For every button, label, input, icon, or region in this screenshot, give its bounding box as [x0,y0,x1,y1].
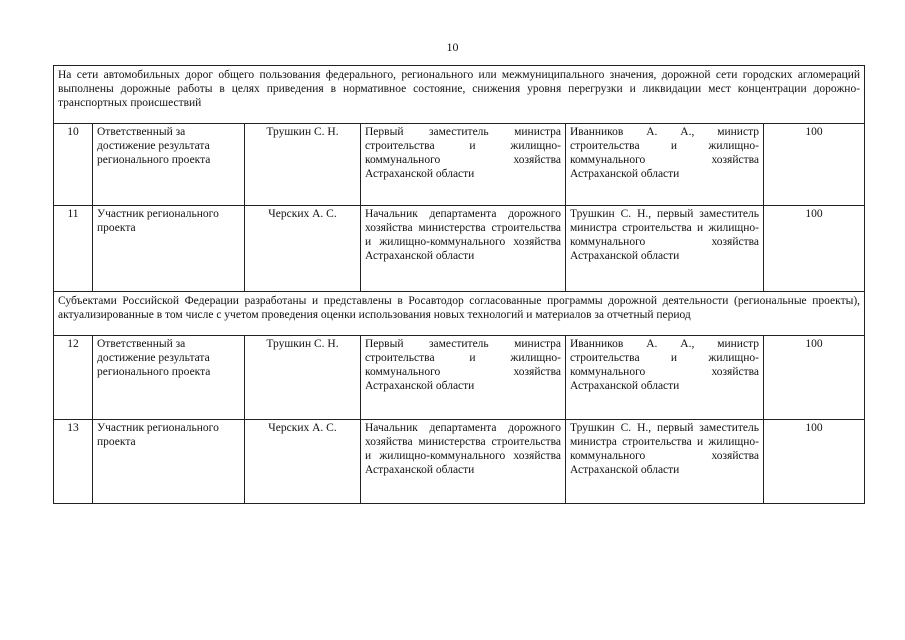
section-heading: Субъектами Российской Федерации разработаны и представлены в Росавтодор согласованные программы дорожной деятельности (региональные проекты), актуализированные в том числе с учетом проведения оценки использования новых технологий и материалов за отчетный период [54,292,865,336]
row-number: 11 [54,206,93,292]
row-supervisor: Трушкин С. Н., первый заместитель министра строительства и жилищно-коммунального хозяйства Астраханской области [566,206,764,292]
row-number: 10 [54,124,93,206]
row-role: Участник регионального проекта [93,420,245,504]
row-number: 13 [54,420,93,504]
row-person: Трушкин С. Н. [245,124,361,206]
table-row [54,336,865,420]
table-row [54,124,865,206]
row-employment: 100 [764,206,865,292]
row-number: 12 [54,336,93,420]
row-role: Ответственный за достижение результата регионального проекта [93,124,245,206]
row-employment: 100 [764,336,865,420]
row-person: Трушкин С. Н. [245,336,361,420]
row-position: Начальник департамента дорожного хозяйства министерства строительства и жилищно-коммунального хозяйства Астраханской области [361,206,566,292]
table-row [54,206,865,292]
row-position: Начальник департамента дорожного хозяйства министерства строительства и жилищно-коммунального хозяйства Астраханской области [361,420,566,504]
section-header-row [54,292,865,336]
row-supervisor: Трушкин С. Н., первый заместитель министра строительства и жилищно-коммунального хозяйства Астраханской области [566,420,764,504]
section-heading: На сети автомобильных дорог общего пользования федерального, регионального или межмуниципального значения, дорожной сети городских агломераций выполнены дорожные работы в целях приведения в нормативное состояние, снижения уровня перегрузки и ликвидации мест концентрации дорожно-транспортных происшествий [54,66,865,124]
row-supervisor: Иванников А. А., министр строительства и жилищно-коммунального хозяйства Астраханской области [566,336,764,420]
table-row [54,420,865,504]
row-person: Черских А. С. [245,206,361,292]
section-header-row [54,66,865,124]
row-role: Ответственный за достижение результата регионального проекта [93,336,245,420]
row-person: Черских А. С. [245,420,361,504]
row-position: Первый заместитель министра строительства и жилищно-коммунального хозяйства Астраханской области [361,124,566,206]
row-employment: 100 [764,420,865,504]
row-position: Первый заместитель министра строительства и жилищно-коммунального хозяйства Астраханской области [361,336,566,420]
row-employment: 100 [764,124,865,206]
row-role: Участник регионального проекта [93,206,245,292]
participants-table [53,65,865,504]
row-supervisor: Иванников А. А., министр строительства и жилищно-коммунального хозяйства Астраханской области [566,124,764,206]
page-number: 10 [446,40,459,54]
